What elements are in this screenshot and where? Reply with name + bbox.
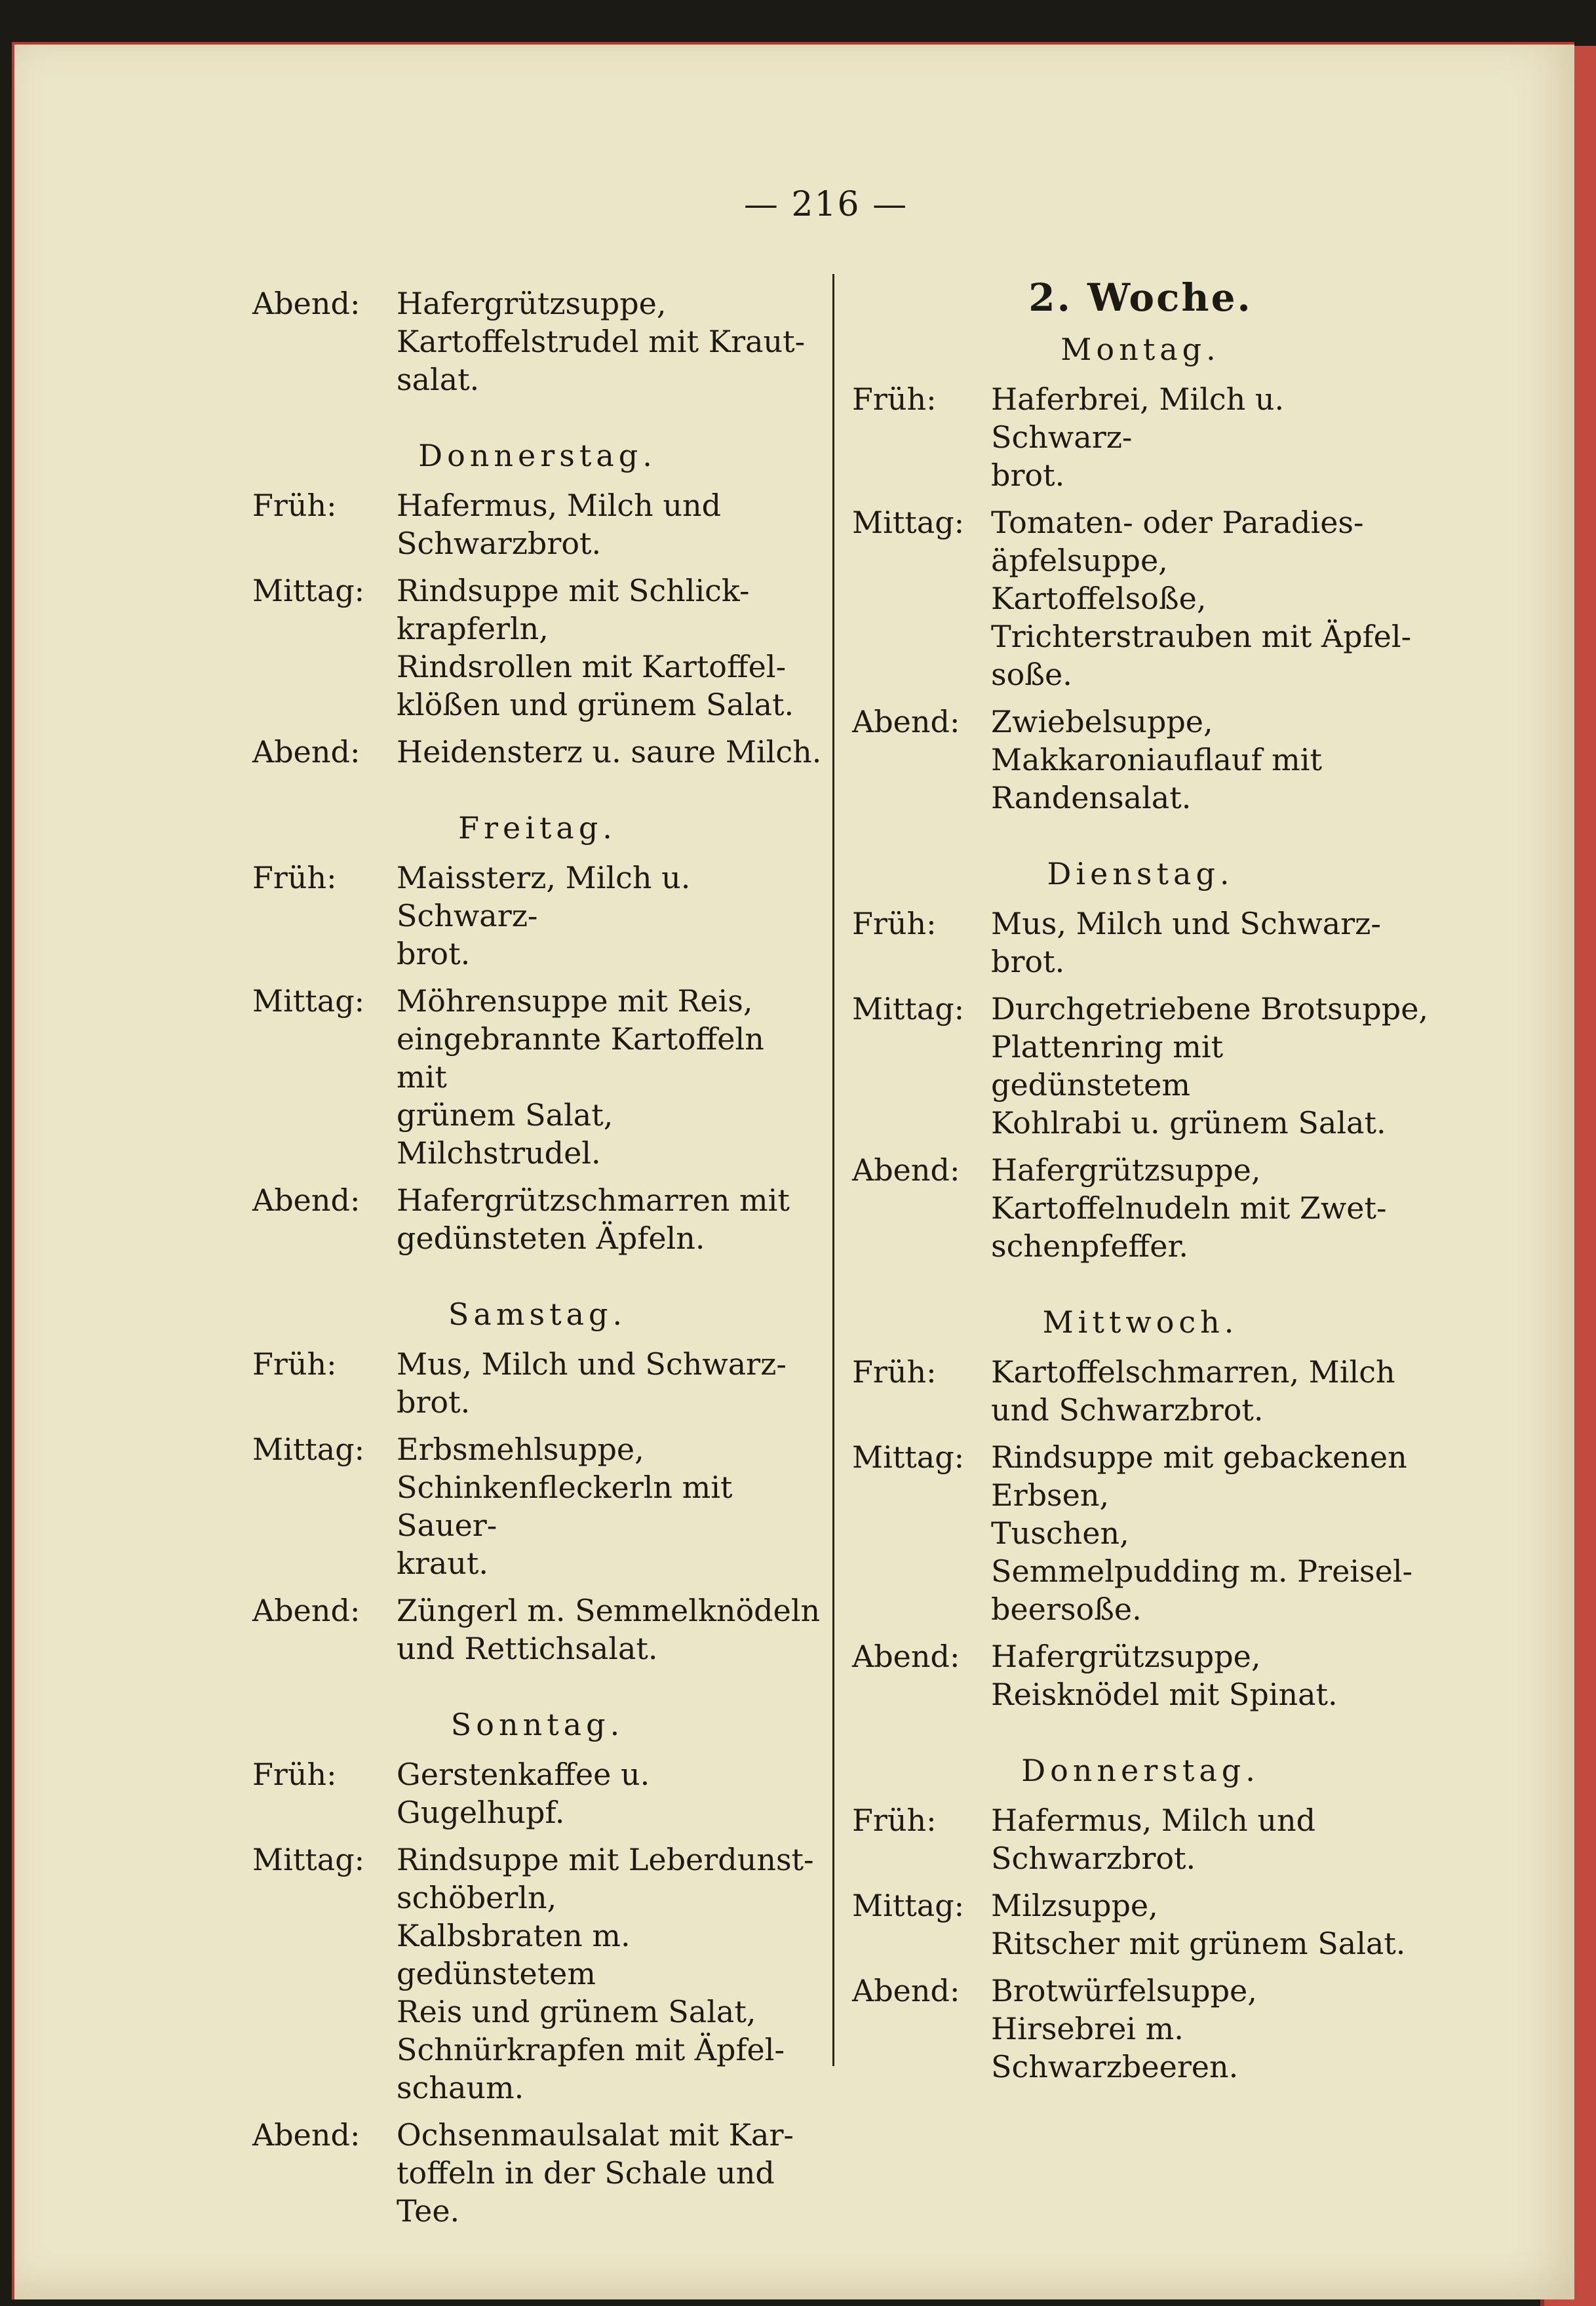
meal-entry xyxy=(852,1353,1429,1429)
dish-line: Rindsuppe mit Schlick- xyxy=(397,573,750,608)
dish-line: Ochsenmaulsalat mit Kar- xyxy=(397,2117,794,2153)
dish-line: Heidensterz u. saure Milch. xyxy=(397,734,822,770)
dish-line: Kartoffelsoße, xyxy=(991,581,1207,616)
meal-entry xyxy=(252,486,823,562)
dish-line: grünem Salat, xyxy=(397,1097,613,1133)
dish-line: beersoße. xyxy=(991,1592,1142,1627)
meal-entry xyxy=(852,905,1429,981)
meal-label: Mittag: xyxy=(252,573,365,608)
dish-line: Hafermus, Milch und xyxy=(991,1803,1316,1838)
dish-line: brot. xyxy=(397,1384,471,1420)
dish-line: und Schwarzbrot. xyxy=(991,1392,1264,1428)
meal-label: Abend: xyxy=(252,1593,360,1628)
meal-entry xyxy=(252,572,823,724)
dish-line: Semmelpudding m. Preisel- xyxy=(991,1554,1413,1589)
meal-label: Mittag: xyxy=(252,983,365,1019)
meal-dishes xyxy=(991,703,1429,817)
meal-label: Abend: xyxy=(252,1182,360,1218)
meal-label: Abend: xyxy=(252,286,360,321)
meal-entry xyxy=(252,1841,823,2107)
meal-dishes xyxy=(397,572,823,724)
dish-line: Schnürkrapfen mit Äpfel- xyxy=(397,2032,785,2067)
meal-entry xyxy=(852,1438,1429,1628)
dish-line: Hafergrützsuppe, xyxy=(991,1152,1261,1188)
dish-line: schöberln, xyxy=(397,1880,557,1915)
meal-entry xyxy=(852,1886,1429,1963)
dish-line: Rindsuppe mit Leberdunst- xyxy=(397,1842,814,1877)
meal-entry xyxy=(252,1430,823,1582)
dish-line: brot. xyxy=(991,458,1065,493)
page-number: — 216 — xyxy=(743,185,908,224)
dish-line: eingebrannte Kartoffeln mit xyxy=(397,1021,764,1095)
meal-label: Mittag: xyxy=(852,1439,965,1475)
dish-line: Hafermus, Milch und xyxy=(397,488,722,523)
dish-line: Tee. xyxy=(397,2193,460,2229)
dish-line: gedünsteten Äpfeln. xyxy=(397,1221,705,1256)
meal-label: Mittag: xyxy=(852,991,965,1026)
day-heading: Samstag. xyxy=(448,1297,627,1332)
left-column xyxy=(252,275,823,2230)
dish-line: Kartoffelstrudel mit Kraut- xyxy=(397,324,806,359)
meal-entry xyxy=(852,380,1429,494)
meal-label: Früh: xyxy=(252,1346,337,1382)
meal-entry xyxy=(252,1755,823,1831)
meal-label: Abend: xyxy=(852,1639,960,1674)
dish-line: Milzsuppe, xyxy=(991,1888,1158,1923)
meal-label: Abend: xyxy=(252,2117,360,2153)
day-heading: Sonntag. xyxy=(450,1707,625,1742)
meal-label: Mittag: xyxy=(852,1888,965,1923)
dish-line: brot. xyxy=(991,944,1065,979)
dish-line: Ritscher mit grünem Salat. xyxy=(991,1926,1406,1961)
meal-entry xyxy=(852,1801,1429,1877)
meal-dishes xyxy=(991,503,1429,694)
dish-line: Schwarzbrot. xyxy=(397,526,602,561)
meal-dishes xyxy=(397,1181,823,1257)
meal-label: Mittag: xyxy=(252,1842,365,1877)
dish-line: Möhrensuppe mit Reis, xyxy=(397,983,753,1019)
meal-dishes xyxy=(397,1755,823,1831)
dish-line: Hafergrützschmarren mit xyxy=(397,1182,790,1218)
meal-entry xyxy=(252,2116,823,2230)
dish-line: Kalbsbraten m. gedünstetem xyxy=(397,1918,631,1991)
meal-label: Abend: xyxy=(252,734,360,770)
meal-entry xyxy=(252,982,823,1172)
meal-label: Mittag: xyxy=(252,1432,365,1467)
dish-line: salat. xyxy=(397,362,480,397)
dish-line: Plattenring mit gedünstetem xyxy=(991,1029,1224,1103)
dish-line: Mus, Milch und Schwarz- xyxy=(991,906,1381,941)
meal-entry xyxy=(252,859,823,973)
meal-dishes xyxy=(397,2116,823,2230)
meal-entry xyxy=(852,1972,1429,2086)
week-heading: 2. Woche. xyxy=(1028,275,1253,320)
meal-dishes xyxy=(991,1637,1429,1713)
meal-dishes xyxy=(991,1438,1429,1628)
meal-entry xyxy=(852,990,1429,1142)
dish-line: soße. xyxy=(991,657,1072,692)
meal-label: Früh: xyxy=(852,1803,937,1838)
day-heading: Donnerstag. xyxy=(418,438,657,473)
meal-label: Abend: xyxy=(852,1973,960,2008)
meal-entry xyxy=(852,503,1429,694)
dish-line: Reisknödel mit Spinat. xyxy=(991,1677,1338,1712)
meal-dishes xyxy=(397,982,823,1172)
dish-line: kraut. xyxy=(397,1546,489,1581)
dish-line: Kohlrabi u. grünem Salat. xyxy=(991,1105,1386,1141)
meal-dishes xyxy=(991,1801,1429,1877)
meal-entry xyxy=(252,733,823,771)
dish-line: Kartoffelschmarren, Milch xyxy=(991,1354,1395,1390)
meal-entry xyxy=(852,1151,1429,1265)
meal-entry xyxy=(252,1345,823,1421)
column-divider xyxy=(832,274,834,2066)
meal-entry xyxy=(852,703,1429,817)
dish-line: brot. xyxy=(397,936,471,971)
dish-line: Reis und grünem Salat, xyxy=(397,1994,756,2029)
meal-label: Früh: xyxy=(252,488,337,523)
meal-entry xyxy=(252,1181,823,1257)
dish-line: krapferln, xyxy=(397,611,549,646)
dish-line: Züngerl m. Semmelknödeln xyxy=(397,1593,821,1628)
dish-line: Schinkenfleckerln mit Sauer- xyxy=(397,1470,733,1543)
dish-line: Hirsebrei m. Schwarzbeeren. xyxy=(991,2011,1239,2084)
dish-line: Hafergrützsuppe, xyxy=(991,1639,1261,1674)
meal-label: Abend: xyxy=(852,704,960,739)
meal-dishes xyxy=(991,1353,1429,1429)
meal-dishes xyxy=(991,990,1429,1142)
meal-dishes xyxy=(397,486,823,562)
meal-label: Mittag: xyxy=(852,505,965,540)
meal-label: Abend: xyxy=(852,1152,960,1188)
meal-dishes xyxy=(397,1841,823,2107)
dish-line: Trichterstrauben mit Äpfel- xyxy=(991,619,1412,654)
dish-line: Randensalat. xyxy=(991,780,1192,815)
meal-dishes xyxy=(991,1972,1429,2086)
dish-line: und Rettichsalat. xyxy=(397,1631,658,1666)
meal-label: Früh: xyxy=(252,1757,337,1792)
meal-label: Früh: xyxy=(852,906,937,941)
day-heading: Dienstag. xyxy=(1047,856,1234,891)
dish-line: Erbsen, xyxy=(991,1477,1110,1513)
meal-entry xyxy=(252,284,823,399)
dish-line: äpfelsuppe, xyxy=(991,543,1168,578)
meal-dishes xyxy=(397,1592,823,1668)
dish-line: toffeln in der Schale und xyxy=(397,2155,775,2191)
meal-dishes xyxy=(991,905,1429,981)
meal-dishes xyxy=(397,1430,823,1582)
meal-dishes xyxy=(397,1345,823,1421)
right-column xyxy=(852,275,1429,2086)
meal-dishes xyxy=(991,380,1429,494)
dish-line: schenpfeffer. xyxy=(991,1228,1188,1264)
dish-line: Makkaroniauflauf mit xyxy=(991,742,1322,777)
dish-line: Kartoffelnudeln mit Zwet- xyxy=(991,1190,1387,1226)
day-heading: Montag. xyxy=(1061,332,1220,367)
meal-dishes xyxy=(991,1151,1429,1265)
dish-line: Durchgetriebene Brotsuppe, xyxy=(991,991,1429,1026)
meal-dishes xyxy=(397,733,823,771)
dish-line: Mus, Milch und Schwarz- xyxy=(397,1346,787,1382)
meal-entry xyxy=(852,1637,1429,1713)
meal-dishes xyxy=(397,859,823,973)
dish-line: Tomaten- oder Paradies- xyxy=(991,505,1364,540)
dish-line: Tuschen, xyxy=(991,1515,1129,1551)
meal-label: Früh: xyxy=(852,381,937,417)
meal-label: Früh: xyxy=(852,1354,937,1390)
dish-line: Maissterz, Milch u. Schwarz- xyxy=(397,860,691,933)
day-heading: Mittwoch. xyxy=(1042,1304,1239,1340)
meal-dishes xyxy=(991,1886,1429,1963)
day-heading: Donnerstag. xyxy=(1021,1753,1260,1788)
dish-line: Hafergrützsuppe, xyxy=(397,286,667,321)
dish-line: Rindsuppe mit gebackenen xyxy=(991,1439,1407,1475)
meal-entry xyxy=(252,1592,823,1668)
dish-line: Haferbrei, Milch u. Schwarz- xyxy=(991,381,1285,455)
dish-line: Rindsrollen mit Kartoffel- xyxy=(397,649,787,684)
dish-line: schaum. xyxy=(397,2070,524,2105)
dish-line: Brotwürfelsuppe, xyxy=(991,1973,1257,2008)
dish-line: Gerstenkaffee u. Gugelhupf. xyxy=(397,1757,650,1830)
dish-line: klößen und grünem Salat. xyxy=(397,687,794,722)
dish-line: Milchstrudel. xyxy=(397,1135,601,1171)
meal-label: Früh: xyxy=(252,860,337,895)
dish-line: Schwarzbrot. xyxy=(991,1841,1196,1876)
dish-line: Zwiebelsuppe, xyxy=(991,704,1213,739)
meal-dishes xyxy=(397,284,823,399)
dish-line: Erbsmehlsuppe, xyxy=(397,1432,644,1467)
day-heading: Freitag. xyxy=(458,810,617,846)
